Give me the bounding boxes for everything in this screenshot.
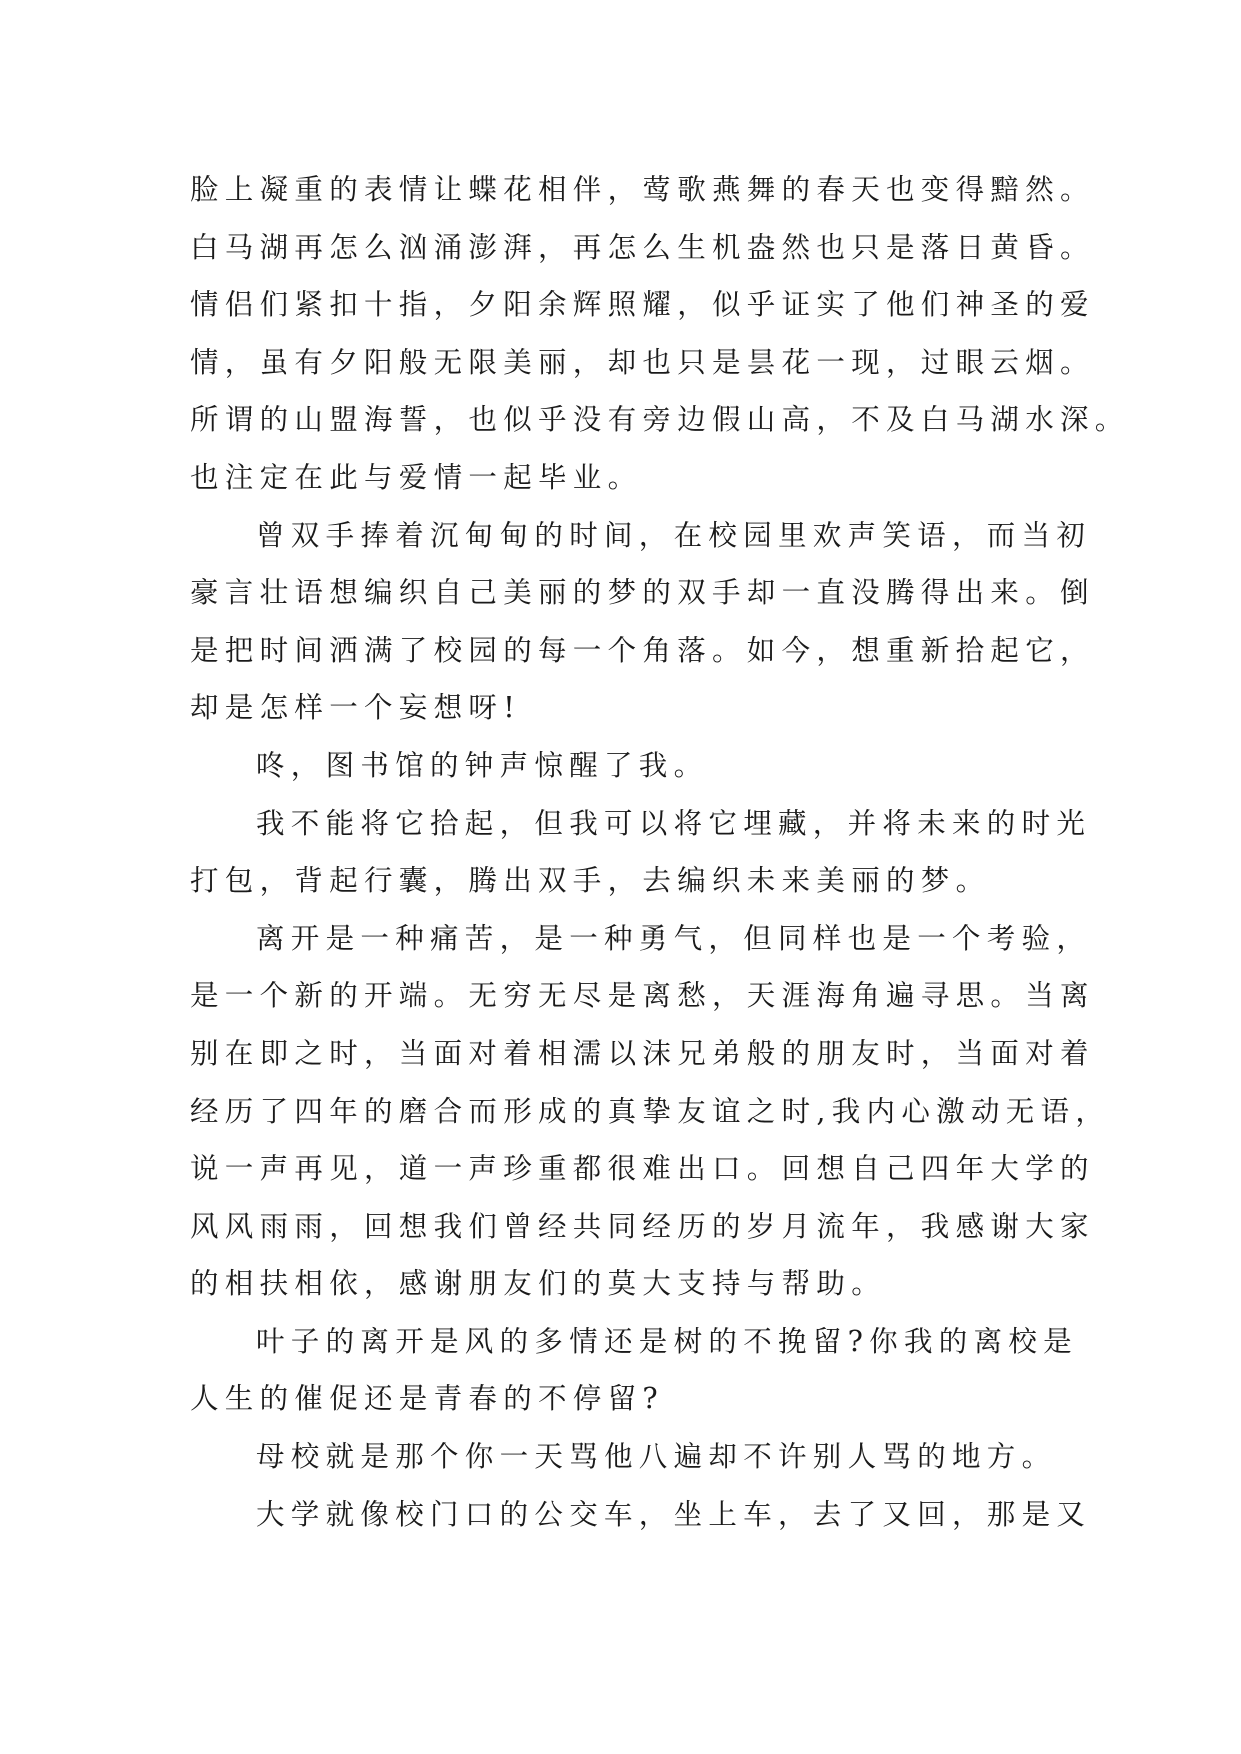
text-line-22: 人生的催促还是青春的不停留? [190, 1382, 664, 1416]
text-line-20: 的相扶相依，感谢朋友们的莫大支持与帮助。 [190, 1267, 887, 1301]
text-line-1: 脸上凝重的表情让蝶花相伴，莺歌燕舞的春天也变得黯然。 [190, 173, 1095, 206]
text-line-21: 叶子的离开是风的多情还是树的不挽留?你我的离校是 [256, 1324, 1078, 1358]
document-page [190, 161, 1130, 1543]
text-line-5: 所谓的山盟海誓，也似乎没有旁边假山高，不及白马湖水深。 [190, 403, 1130, 437]
text-line-8: 豪言壮语想编织自己美丽的梦的双手却一直没腾得出来。倒 [190, 576, 1095, 610]
text-line-3: 情侣们紧扣十指，夕阳余辉照耀，似乎证实了他们神圣的爱 [190, 288, 1095, 322]
text-line-12: 我不能将它拾起，但我可以将它埋藏，并将未来的时光 [256, 806, 1092, 840]
text-line-17: 经历了四年的磨合而形成的真挚友谊之时,我内心激动无语， [190, 1094, 1111, 1128]
text-line-6: 也注定在此与爱情一起毕业。 [190, 460, 643, 494]
text-line-18: 说一声再见，道一声珍重都很难出口。回想自己四年大学的 [190, 1152, 1095, 1186]
text-line-19: 风风雨雨，回想我们曾经共同经历的岁月流年，我感谢大家 [190, 1209, 1095, 1243]
text-line-9: 是把时间洒满了校园的每一个角落。如今，想重新拾起它， [190, 633, 1095, 667]
text-line-11: 咚，图书馆的钟声惊醒了我。 [256, 748, 709, 782]
text-line-2: 白马湖再怎么汹涌澎湃，再怎么生机盎然也只是落日黄昏。 [190, 230, 1095, 264]
text-line-14: 离开是一种痛苦，是一种勇气，但同样也是一个考验， [256, 921, 1092, 955]
text-line-4: 情，虽有夕阳般无限美丽，却也只是昙花一现，过眼云烟。 [190, 345, 1095, 379]
text-line-15: 是一个新的开端。无穷无尽是离愁，天涯海角遍寻思。当离 [190, 979, 1095, 1013]
text-line-10: 却是怎样一个妄想呀! [190, 691, 521, 725]
text-line-24: 大学就像校门口的公交车，坐上车，去了又回，那是又 [256, 1497, 1092, 1531]
text-line-7: 曾双手捧着沉甸甸的时间，在校园里欢声笑语，而当初 [256, 518, 1092, 552]
text-line-23: 母校就是那个你一天骂他八遍却不许别人骂的地方。 [256, 1440, 1057, 1474]
text-line-16: 别在即之时，当面对着相濡以沫兄弟般的朋友时，当面对着 [190, 1036, 1095, 1070]
text-line-13: 打包，背起行囊，腾出双手，去编织未来美丽的梦。 [190, 864, 991, 898]
